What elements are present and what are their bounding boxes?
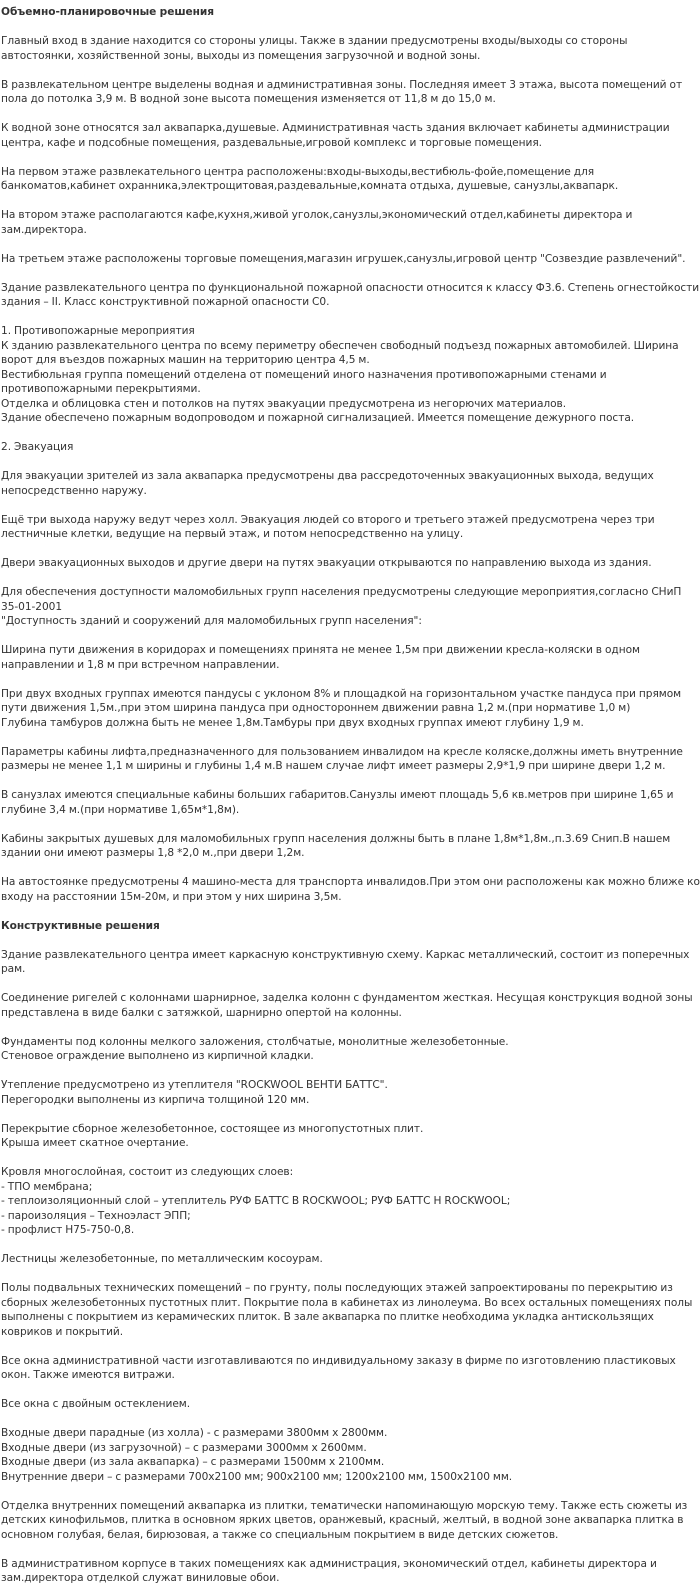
- paragraph: [1, 1035, 700, 1064]
- paragraph-line: Соединение ригелей с колоннами шарнирное, заделка колонн с фундаментом жесткая. Несущая конструкция водной зоны представлена в виде балки с затяжкой, шарнирно опертой на колонны.: [1, 992, 693, 1019]
- paragraph-line: На третьем этаже расположены торговые помещения,магазин игрушек,санузлы,игровой центр "Созвездие развлечений".: [1, 252, 686, 265]
- section-heading-planning: Объемно-планировочные решения: [1, 6, 215, 18]
- paragraph: [1, 1397, 700, 1412]
- paragraph: [1, 875, 700, 904]
- paragraph-line: Вестибюльная группа помещений отделена от помещений иного назначения противопожарными стенами и противопожарными перекрытиями.: [1, 368, 607, 395]
- paragraph: [1, 1078, 700, 1107]
- paragraph: [1, 991, 700, 1020]
- paragraph-line: Главный вход в здание находится со стороны улицы. Также в здании предусмотрены входы/выходы со стороны автостоянки, хозяйственной зоны, выходы из помещения загрузочной и водной зоны.: [1, 35, 628, 62]
- paragraph-line: Утепление предусмотрено из утеплителя "ROCKWOOL ВЕНТИ БАТТС".: [1, 1079, 388, 1091]
- paragraph: [1, 1426, 700, 1484]
- paragraph-line: В санузлах имеются специальные кабины больших габаритов.Санузлы имеют площадь 5,6 кв.метров при ширине 1,65 и глубине 3,4 м.(при нормативе 1,65м*1,8м).: [1, 789, 674, 816]
- paragraph: [1, 78, 700, 107]
- paragraph-line: Входные двери парадные (из холла) - с размерами 3800мм х 2800мм.: [1, 1427, 388, 1439]
- paragraph: [1, 1499, 700, 1543]
- paragraph-line: Здание развлекательного центра имеет каркасную конструктивную схему. Каркас металлический, состоит из поперечных рам.: [1, 948, 690, 975]
- paragraph: [1, 208, 700, 237]
- paragraph-line: Все окна с двойным остеклением.: [1, 1398, 191, 1410]
- paragraph-line: Крыша имеет скатное очертание.: [1, 1137, 189, 1149]
- paragraph-line: Все окна административной части изготавливаются по индивидуальному заказу в фирме по изготовлению пластиковых окон. Также имеются витражи.: [1, 1354, 676, 1381]
- paragraph-line: Входные двери (из загрузочной) – с размерами 3000мм х 2600мм.: [1, 1441, 367, 1454]
- paragraph-line: Отделка и облицовка стен и потолков на путях эвакуации предусмотрена из негорючих материалов.: [1, 397, 567, 410]
- paragraph-line: Ещё три выхода наружу ведут через холл. Эвакуация людей со второго и третьего этажей предусмотрена через три лестничные клетки, ведущие на первый этаж, и потом непосредственно на улицу.: [1, 513, 655, 540]
- paragraph-line: На втором этаже располагаются кафе,кухня,живой уголок,санузлы,экономический отдел,кабинеты директора и зам.директора.: [1, 209, 633, 236]
- paragraph: [1, 34, 700, 63]
- paragraph: [1, 788, 700, 817]
- paragraph-line: Полы подвальных технических помещений – по грунту, полы последующих этажей запроектированы по перекрытию из сборных железобетонных пустотных плит. Покрытие пола в кабинетах из линолеума. Во всех остальных помещениях полы выполнены с покрытием из керамических плиток. В зале аквапарка по плитке необходима укладка антискользящих ковриков и покрытий.: [1, 1282, 693, 1338]
- paragraph: [1, 1122, 700, 1151]
- paragraph: [1, 469, 700, 498]
- paragraph-line: На первом этаже развлекательного центра расположены:входы-выходы,вестибюль-фойе,помещение для банкоматов,кабинет охранника,электрощитовая,раздевальные,комната отдыха, душевые, санузлы,аквапарк.: [1, 165, 619, 192]
- section-planning-body: [1, 34, 700, 904]
- paragraph-line: - ТПО мембрана;: [1, 1180, 93, 1193]
- paragraph: [1, 643, 700, 672]
- paragraph-line: Для эвакуации зрителей из зала аквапарка предусмотрены два рассредоточенных эвакуационных выхода, ведущих непосредственно наружу.: [1, 470, 654, 497]
- paragraph: [1, 324, 700, 426]
- paragraph-line: Внутренние двери – с размерами 700х2100 мм; 900х2100 мм; 1200х2100 мм, 1500х2100 мм.: [1, 1470, 513, 1483]
- paragraph-line: К зданию развлекательного центра по всему периметру обеспечен свободный подъезд пожарных автомобилей. Ширина ворот для въездов пожарных машин на территорию центра 4,5 м.: [1, 339, 679, 366]
- paragraph: [1, 556, 700, 571]
- paragraph: [1, 687, 700, 731]
- paragraph-line: Перекрытие сборное железобетонное, состоящее из многопустотных плит.: [1, 1122, 424, 1135]
- paragraph: [1, 745, 700, 774]
- paragraph-line: Отделка внутренних помещений аквапарка из плитки, тематически напоминающую морскую тему. Также есть сюжеты из детских кинофильмов, плитка в основном ярких цветов, оранжевый, красный, желтый, в водной зоне аквапарка плитка в основном голубая, белая, бирюзовая, а также со специальным покрытием в виде детских сюжетов.: [1, 1499, 688, 1541]
- paragraph-line: Параметры кабины лифта,предназначенного для пользованием инвалидом на кресле коляске,должны иметь внутренние размеры не менее 1,1 м ширины и глубины 1,4 м.В нашем случае лифт имеет размеры 2,9*1,9 при ширине двери 1,2 м.: [1, 745, 683, 772]
- paragraph-line: Кабины закрытых душевых для маломобильных групп населения должны быть в плане 1,8м*1,8м.,п.3.69 Снип.В нашем здании они имеют размеры 1,8 *2,0 м.,при двери 1,2м.: [1, 832, 671, 859]
- paragraph: [1, 1354, 700, 1383]
- paragraph: [1, 832, 700, 861]
- paragraph-line: Глубина тамбуров должна быть не менее 1,8м.Тамбуры при двух входных группах имеют глубину 1,9 м.: [1, 716, 584, 729]
- paragraph: [1, 165, 700, 194]
- paragraph-line: В развлекательном центре выделены водная и административная зоны. Последняя имеет 3 этажа, высота помещений от пола до потолка 3,9 м. В водной зоне высота помещения изменяется от 11,8 м до 15,0 м.: [1, 78, 683, 105]
- paragraph: [1, 281, 700, 310]
- paragraph: [1, 440, 700, 455]
- paragraph-line: - теплоизоляционный слой – утеплитель РУФ БАТТС В ROCKWOOL; РУФ БАТТС Н ROCKWOOL;: [1, 1195, 511, 1207]
- paragraph: [1, 1252, 700, 1267]
- paragraph: [1, 513, 700, 542]
- paragraph-line: Входные двери (из зала аквапарка) – с размерами 1500мм х 2100мм.: [1, 1456, 385, 1468]
- paragraph-line: Кровля многослойная, состоит из следующих слоев:: [1, 1166, 294, 1178]
- paragraph-line: Ширина пути движения в коридорах и помещениях принята не менее 1,5м при движении кресла-коляски в одном направлении и 1,8 м при встречном направлении.: [1, 644, 640, 671]
- paragraph: [1, 252, 700, 267]
- paragraph: [1, 1165, 700, 1238]
- paragraph: [1, 121, 700, 150]
- paragraph-line: 1. Противопожарные мероприятия: [1, 325, 195, 337]
- paragraph-line: 2. Эвакуация: [1, 441, 74, 453]
- paragraph-line: При двух входных группах имеются пандусы с уклоном 8% и площадкой на горизонтальном участке пандуса при прямом пути движения 1,5м.,при этом ширина пандуса при одностороннем движении равна 1,2 м.(при нормативе 1,0 м): [1, 687, 682, 714]
- paragraph-line: Перегородки выполнены из кирпича толщиной 120 мм.: [1, 1093, 310, 1106]
- paragraph-line: Фундаменты под колонны мелкого заложения, столбчатые, монолитные железобетонные.: [1, 1035, 509, 1048]
- paragraph-line: К водной зоне относятся зал аквапарка,душевые. Административная часть здания включает кабинеты администрации центра, кафе и подсобные помещения, раздевальные,игровой комплекс и торговые помещения.: [1, 122, 670, 149]
- paragraph-line: В административном корпусе в таких помещениях как администрация, экономический отдел, кабинеты директора и зам.директора отделкой служат виниловые обои.: [1, 1557, 657, 1584]
- paragraph-line: Здание развлекательного центра по функциональной пожарной опасности относится к классу Ф3.6. Степень огнестойкости здания – II. Класс конструктивной пожарной опасности С0.: [1, 281, 700, 308]
- paragraph-line: "Доступность зданий и сооружений для маломобильных групп населения":: [1, 615, 422, 627]
- paragraph-line: Здание обеспечено пожарным водопроводом и пожарной сигнализацией. Имеется помещение дежурного поста.: [1, 412, 635, 424]
- paragraph-line: - пароизоляция – Техноэласт ЭПП;: [1, 1209, 191, 1222]
- paragraph-line: Для обеспечения доступности маломобильных групп населения предусмотрены следующие мероприятия,согласно СНиП 35-01-2001: [1, 586, 682, 613]
- paragraph: [1, 1557, 700, 1586]
- paragraph-line: Стеновое ограждение выполнено из кирпичной кладки.: [1, 1050, 314, 1062]
- section-heading-structural: Конструктивные решения: [1, 919, 160, 932]
- paragraph: [1, 948, 700, 977]
- paragraph: [1, 1281, 700, 1339]
- paragraph-line: Лестницы железобетонные, по металлическим косоурам.: [1, 1253, 323, 1265]
- paragraph: [1, 585, 700, 629]
- paragraph-line: На автостоянке предусмотрены 4 машино-места для транспорта инвалидов.При этом они расположены как можно ближе ко входу на расстоянии 15м-20м, и при этом у них ширина 3,5м.: [1, 876, 700, 903]
- paragraph-line: - профлист Н75-750-0,8.: [1, 1224, 135, 1236]
- section-structural-body: [1, 948, 700, 1586]
- paragraph-line: Двери эвакуационных выходов и другие двери на путях эвакуации открываются по направлению выхода из здания.: [1, 557, 652, 569]
